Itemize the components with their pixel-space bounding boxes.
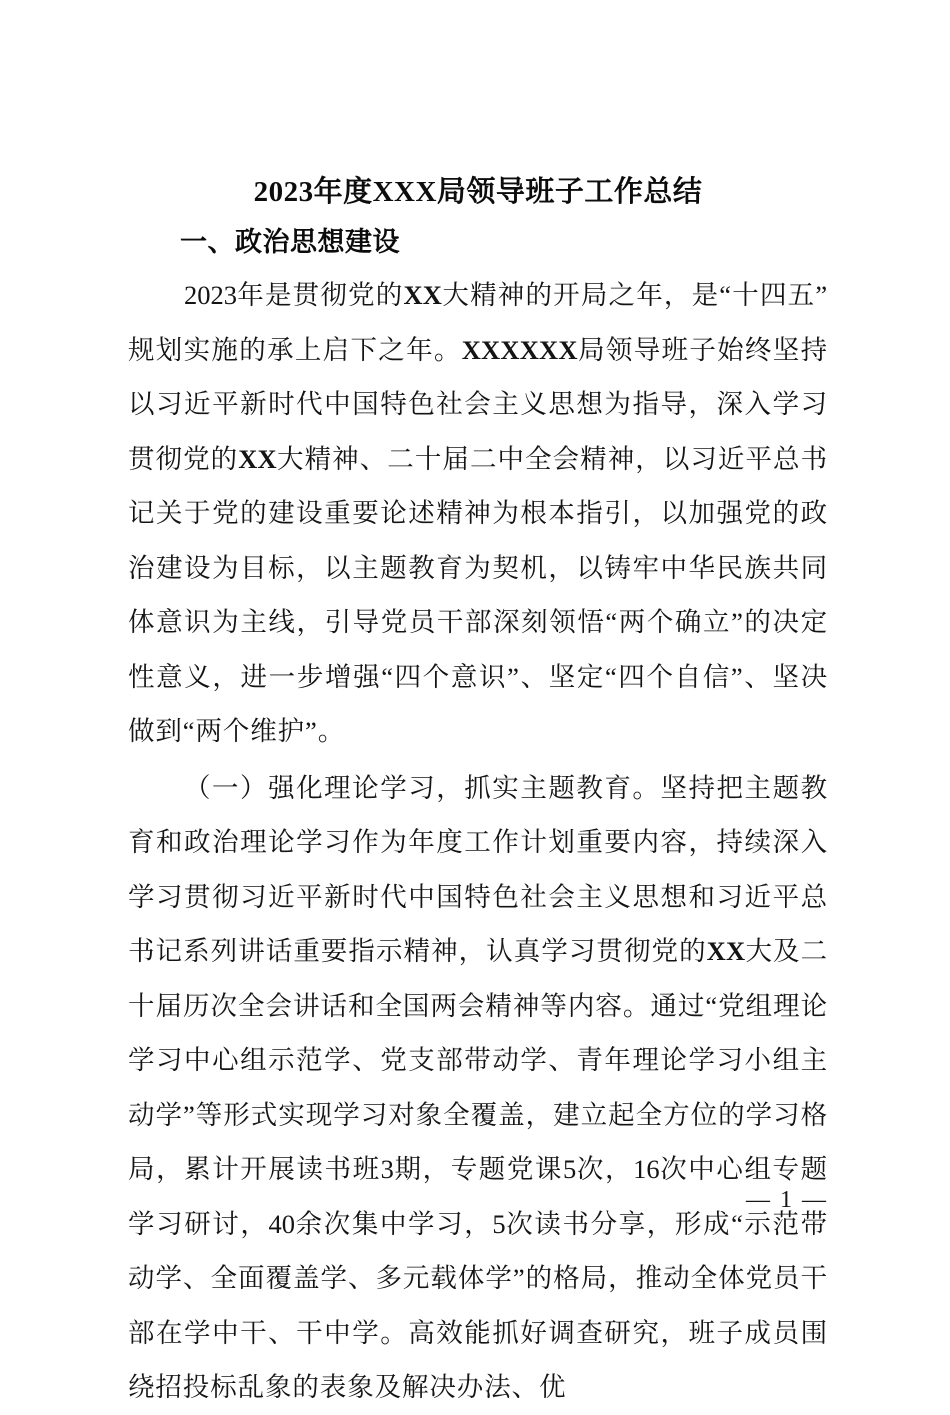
text-run-1: XX bbox=[706, 936, 746, 966]
text-run-5: 5 bbox=[563, 1154, 577, 1184]
text-run-6: 次， bbox=[576, 1154, 634, 1184]
text-run-9: 40 bbox=[268, 1208, 295, 1239]
text-run-11: 5 bbox=[492, 1208, 506, 1239]
document-content bbox=[128, 170, 828, 1415]
text-run-2: XX bbox=[403, 280, 443, 310]
text-run-10: 余次集中学习， bbox=[294, 1208, 493, 1239]
page-number: — 1 — bbox=[746, 1187, 828, 1213]
section-heading-1: 一、政治思想建设 bbox=[180, 227, 400, 257]
text-run-1: 年是贯彻党的 bbox=[237, 280, 404, 310]
text-run-3: 3 bbox=[380, 1154, 394, 1184]
text-run-7: 16 bbox=[633, 1154, 660, 1184]
text-run-0: 2023 bbox=[184, 280, 237, 310]
text-run-5: 局领导班子始终坚持以习近平新时代中国特色社会主义思想为指导，深入学习贯彻党的 bbox=[128, 334, 828, 474]
body-paragraph-1 bbox=[128, 268, 828, 759]
body-paragraph-2 bbox=[128, 761, 828, 1415]
text-run-12: 次读书分享，形成“示范带动学、全面覆盖学、多元载体学”的格局，推动全体党员干部在学中干、干中学。高效能抓好调查研究，班子成员围绕招投标乱象的表象及解决办法、优 bbox=[128, 1208, 829, 1402]
text-run-6: XX bbox=[238, 443, 277, 474]
text-run-4: XXXXXX bbox=[461, 334, 578, 365]
page-footer bbox=[0, 1183, 950, 1223]
text-run-2: 大及二十届历次全会讲话和全国两会精神等内容。通过“党组理论学习中心组示范学、党支部带动学、青年理论学习小组主动学”等形式实现学习对象全覆盖，建立起全方位的学习格局，累计开展读书班 bbox=[128, 936, 828, 1184]
page-title: 2023年度XXX局领导班子工作总结 bbox=[253, 176, 703, 208]
text-run-3: 大精神的开局之年，是“十四五”规划实施的承上启下之年。 bbox=[128, 280, 828, 365]
text-run-7: 大精神、二十届二中全会精神，以习近平总书记关于党的建设重要论述精神为根本指引，以加强党的政治建设为目标，以主题教育为契机，以铸牢中华民族共同体意识为主线，引导党员干部深刻领悟“两个确立”的决定性意义，进一步增强“四个意识”、坚定“四个自信”、坚决做到“两个维护”。 bbox=[128, 443, 828, 746]
text-run-8: 次中心组专题学习研讨， bbox=[128, 1154, 828, 1239]
text-run-4: 期，专题党课 bbox=[393, 1154, 563, 1184]
text-run-0: （一）强化理论学习，抓实主题教育。坚持把主题教育和政治理论学习作为年度工作计划重要内容，持续深入学习贯彻习近平新时代中国特色社会主义思想和习近平总书记系列讲话重要指示精神，认真学习贯彻党的 bbox=[128, 772, 828, 966]
